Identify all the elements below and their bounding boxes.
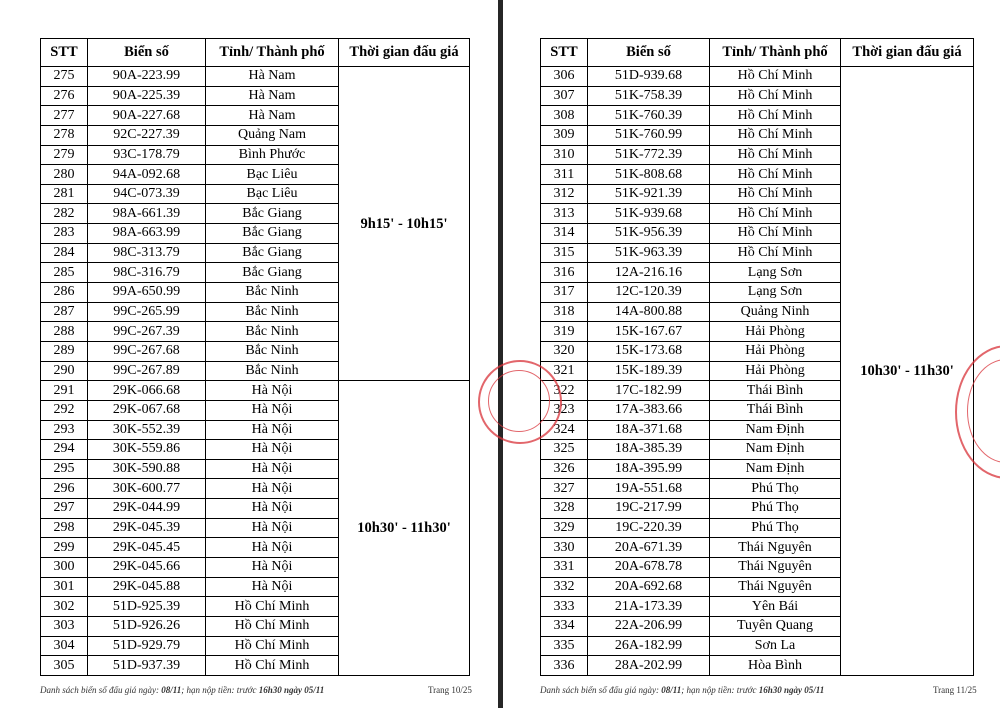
row-stt: 298	[41, 518, 88, 538]
row-province: Hồ Chí Minh	[710, 86, 841, 106]
row-stt: 300	[41, 558, 88, 578]
row-province: Hà Nội	[206, 499, 339, 519]
row-stt: 329	[541, 518, 588, 538]
row-province: Hải Phòng	[710, 322, 841, 342]
plate-table	[540, 38, 974, 676]
row-plate: 51D-929.79	[88, 636, 206, 656]
auction-time-cell: 10h30' - 11h30'	[841, 67, 974, 676]
row-province: Hải Phòng	[710, 361, 841, 381]
row-plate: 51K-760.39	[588, 106, 710, 126]
header-auction-time: Thời gian đấu giá	[841, 39, 974, 67]
row-plate: 29K-066.68	[88, 381, 206, 401]
row-plate: 98C-313.79	[88, 243, 206, 263]
row-plate: 18A-395.99	[588, 459, 710, 479]
row-plate: 90A-227.68	[88, 106, 206, 126]
row-plate: 17A-383.66	[588, 400, 710, 420]
row-stt: 279	[41, 145, 88, 165]
row-stt: 285	[41, 263, 88, 283]
row-province: Hà Nam	[206, 67, 339, 87]
row-plate: 99C-267.39	[88, 322, 206, 342]
row-plate: 99C-265.99	[88, 302, 206, 322]
row-stt: 292	[41, 400, 88, 420]
row-stt: 333	[541, 597, 588, 617]
row-province: Hồ Chí Minh	[206, 616, 339, 636]
row-province: Tuyên Quang	[710, 616, 841, 636]
row-province: Hà Nội	[206, 518, 339, 538]
row-plate: 99A-650.99	[88, 283, 206, 303]
header-auction-time: Thời gian đấu giá	[339, 39, 470, 67]
row-plate: 15K-173.68	[588, 341, 710, 361]
header-province: Tỉnh/ Thành phố	[710, 39, 841, 67]
row-plate: 90A-225.39	[88, 86, 206, 106]
row-stt: 324	[541, 420, 588, 440]
row-province: Hồ Chí Minh	[710, 184, 841, 204]
row-plate: 21A-173.39	[588, 597, 710, 617]
row-province: Hà Nội	[206, 479, 339, 499]
header-province: Tỉnh/ Thành phố	[206, 39, 339, 67]
header-stt: STT	[41, 39, 88, 67]
row-plate: 99C-267.68	[88, 341, 206, 361]
row-stt: 326	[541, 459, 588, 479]
row-province: Hồ Chí Minh	[710, 204, 841, 224]
row-plate: 51K-956.39	[588, 224, 710, 244]
row-plate: 51K-772.39	[588, 145, 710, 165]
auction-time-cell: 10h30' - 11h30'	[339, 381, 470, 676]
row-plate: 51K-963.39	[588, 243, 710, 263]
row-province: Bắc Ninh	[206, 341, 339, 361]
row-province: Phú Thọ	[710, 479, 841, 499]
row-plate: 93C-178.79	[88, 145, 206, 165]
row-plate: 30K-590.88	[88, 459, 206, 479]
row-stt: 317	[541, 283, 588, 303]
header-plate: Biển số	[88, 39, 206, 67]
row-plate: 19C-217.99	[588, 499, 710, 519]
row-plate: 51K-921.39	[588, 184, 710, 204]
row-province: Hồ Chí Minh	[710, 67, 841, 87]
row-province: Nam Định	[710, 420, 841, 440]
row-stt: 328	[541, 499, 588, 519]
row-stt: 282	[41, 204, 88, 224]
row-province: Thái Nguyên	[710, 577, 841, 597]
page-footer	[540, 685, 824, 695]
footer-deadline: 16h30 ngày 05/11	[258, 685, 325, 695]
row-province: Lạng Sơn	[710, 283, 841, 303]
row-stt: 275	[41, 67, 88, 87]
row-plate: 22A-206.99	[588, 616, 710, 636]
row-province: Hồ Chí Minh	[710, 125, 841, 145]
row-plate: 51D-937.39	[88, 656, 206, 676]
row-province: Bắc Ninh	[206, 302, 339, 322]
table-header-row	[541, 39, 974, 67]
page-number: Trang 10/25	[428, 685, 472, 695]
table-row	[41, 67, 470, 87]
row-plate: 51D-925.39	[88, 597, 206, 617]
row-province: Hà Nam	[206, 106, 339, 126]
row-plate: 30K-552.39	[88, 420, 206, 440]
row-province: Hà Nam	[206, 86, 339, 106]
row-province: Hà Nội	[206, 538, 339, 558]
row-stt: 319	[541, 322, 588, 342]
plate-table-body	[541, 67, 974, 676]
row-stt: 316	[541, 263, 588, 283]
row-province: Hà Nội	[206, 420, 339, 440]
row-stt: 309	[541, 125, 588, 145]
row-stt: 320	[541, 341, 588, 361]
row-stt: 312	[541, 184, 588, 204]
row-stt: 299	[41, 538, 88, 558]
footer-middle: ; hạn nộp tiền: trước	[681, 685, 757, 695]
row-stt: 335	[541, 636, 588, 656]
row-plate: 51K-939.68	[588, 204, 710, 224]
page-number: Trang 11/25	[933, 685, 977, 695]
row-plate: 12A-216.16	[588, 263, 710, 283]
row-plate: 98A-661.39	[88, 204, 206, 224]
row-plate: 51K-758.39	[588, 86, 710, 106]
row-province: Thái Nguyên	[710, 558, 841, 578]
row-stt: 310	[541, 145, 588, 165]
row-stt: 315	[541, 243, 588, 263]
row-plate: 98C-316.79	[88, 263, 206, 283]
row-province: Hồ Chí Minh	[206, 597, 339, 617]
row-stt: 277	[41, 106, 88, 126]
row-stt: 295	[41, 459, 88, 479]
row-province: Bạc Liêu	[206, 165, 339, 185]
row-stt: 331	[541, 558, 588, 578]
row-province: Thái Bình	[710, 400, 841, 420]
page-footer	[40, 685, 324, 695]
row-province: Hồ Chí Minh	[710, 106, 841, 126]
row-province: Hồ Chí Minh	[206, 636, 339, 656]
row-province: Hồ Chí Minh	[710, 243, 841, 263]
footer-date: 08/11	[661, 685, 682, 695]
row-province: Bắc Ninh	[206, 361, 339, 381]
document-page-right	[503, 0, 1000, 708]
row-plate: 51K-760.99	[588, 125, 710, 145]
row-plate: 98A-663.99	[88, 224, 206, 244]
footer-middle: ; hạn nộp tiền: trước	[181, 685, 257, 695]
row-province: Bắc Giang	[206, 204, 339, 224]
row-plate: 29K-045.66	[88, 558, 206, 578]
red-seal-stamp	[478, 360, 562, 444]
row-province: Hồ Chí Minh	[710, 165, 841, 185]
row-province: Hồ Chí Minh	[206, 656, 339, 676]
row-plate: 99C-267.89	[88, 361, 206, 381]
footer-prefix: Danh sách biển số đấu giá ngày:	[40, 685, 159, 695]
row-province: Hà Nội	[206, 577, 339, 597]
plate-table	[40, 38, 470, 676]
row-stt: 289	[41, 341, 88, 361]
row-province: Quảng Ninh	[710, 302, 841, 322]
row-province: Hải Phòng	[710, 341, 841, 361]
row-stt: 301	[41, 577, 88, 597]
row-province: Hà Nội	[206, 381, 339, 401]
row-province: Bắc Ninh	[206, 322, 339, 342]
row-stt: 283	[41, 224, 88, 244]
row-province: Phú Thọ	[710, 518, 841, 538]
row-province: Hồ Chí Minh	[710, 145, 841, 165]
row-province: Hà Nội	[206, 440, 339, 460]
row-province: Thái Nguyên	[710, 538, 841, 558]
row-stt: 294	[41, 440, 88, 460]
row-plate: 20A-671.39	[588, 538, 710, 558]
row-province: Nam Định	[710, 440, 841, 460]
row-plate: 30K-559.86	[88, 440, 206, 460]
row-plate: 15K-189.39	[588, 361, 710, 381]
row-stt: 323	[541, 400, 588, 420]
row-stt: 327	[541, 479, 588, 499]
row-stt: 305	[41, 656, 88, 676]
row-plate: 26A-182.99	[588, 636, 710, 656]
row-province: Hòa Bình	[710, 656, 841, 676]
row-plate: 29K-044.99	[88, 499, 206, 519]
row-province: Bình Phước	[206, 145, 339, 165]
auction-time-cell: 9h15' - 10h15'	[339, 67, 470, 381]
row-stt: 291	[41, 381, 88, 401]
row-province: Bắc Giang	[206, 263, 339, 283]
row-plate: 51K-808.68	[588, 165, 710, 185]
row-province: Thái Bình	[710, 381, 841, 401]
row-province: Sơn La	[710, 636, 841, 656]
row-plate: 30K-600.77	[88, 479, 206, 499]
row-province: Phú Thọ	[710, 499, 841, 519]
row-province: Bắc Ninh	[206, 283, 339, 303]
row-stt: 286	[41, 283, 88, 303]
row-stt: 307	[541, 86, 588, 106]
row-plate: 29K-045.45	[88, 538, 206, 558]
row-stt: 293	[41, 420, 88, 440]
header-plate: Biển số	[588, 39, 710, 67]
row-stt: 304	[41, 636, 88, 656]
row-plate: 19C-220.39	[588, 518, 710, 538]
row-plate: 29K-045.88	[88, 577, 206, 597]
row-stt: 281	[41, 184, 88, 204]
row-stt: 276	[41, 86, 88, 106]
row-stt: 336	[541, 656, 588, 676]
row-plate: 18A-385.39	[588, 440, 710, 460]
row-stt: 313	[541, 204, 588, 224]
row-stt: 302	[41, 597, 88, 617]
row-stt: 303	[41, 616, 88, 636]
row-province: Hồ Chí Minh	[710, 224, 841, 244]
row-stt: 284	[41, 243, 88, 263]
row-stt: 330	[541, 538, 588, 558]
row-stt: 322	[541, 381, 588, 401]
row-plate: 90A-223.99	[88, 67, 206, 87]
row-province: Bạc Liêu	[206, 184, 339, 204]
row-province: Hà Nội	[206, 459, 339, 479]
table-header-row	[41, 39, 470, 67]
row-stt: 318	[541, 302, 588, 322]
table-row	[41, 381, 470, 401]
row-stt: 332	[541, 577, 588, 597]
row-plate: 19A-551.68	[588, 479, 710, 499]
row-province: Lạng Sơn	[710, 263, 841, 283]
row-stt: 280	[41, 165, 88, 185]
row-plate: 12C-120.39	[588, 283, 710, 303]
row-province: Quảng Nam	[206, 125, 339, 145]
row-stt: 334	[541, 616, 588, 636]
document-page-left	[0, 0, 498, 708]
row-plate: 92C-227.39	[88, 125, 206, 145]
row-plate: 28A-202.99	[588, 656, 710, 676]
row-stt: 288	[41, 322, 88, 342]
row-stt: 311	[541, 165, 588, 185]
row-stt: 325	[541, 440, 588, 460]
row-province: Bắc Giang	[206, 224, 339, 244]
row-province: Hà Nội	[206, 400, 339, 420]
footer-date: 08/11	[161, 685, 182, 695]
footer-prefix: Danh sách biển số đấu giá ngày:	[540, 685, 659, 695]
row-province: Hà Nội	[206, 558, 339, 578]
row-stt: 278	[41, 125, 88, 145]
row-province: Bắc Giang	[206, 243, 339, 263]
row-plate: 18A-371.68	[588, 420, 710, 440]
row-stt: 306	[541, 67, 588, 87]
row-stt: 290	[41, 361, 88, 381]
plate-table-body	[41, 67, 470, 676]
table-row	[541, 67, 974, 87]
row-plate: 29K-067.68	[88, 400, 206, 420]
row-stt: 297	[41, 499, 88, 519]
row-plate: 14A-800.88	[588, 302, 710, 322]
row-plate: 51D-939.68	[588, 67, 710, 87]
row-stt: 314	[541, 224, 588, 244]
row-stt: 308	[541, 106, 588, 126]
row-stt: 296	[41, 479, 88, 499]
row-stt: 321	[541, 361, 588, 381]
row-plate: 29K-045.39	[88, 518, 206, 538]
header-stt: STT	[541, 39, 588, 67]
row-plate: 94A-092.68	[88, 165, 206, 185]
row-plate: 94C-073.39	[88, 184, 206, 204]
row-plate: 20A-678.78	[588, 558, 710, 578]
row-plate: 20A-692.68	[588, 577, 710, 597]
row-plate: 15K-167.67	[588, 322, 710, 342]
footer-deadline: 16h30 ngày 05/11	[758, 685, 825, 695]
row-plate: 17C-182.99	[588, 381, 710, 401]
row-province: Yên Bái	[710, 597, 841, 617]
row-stt: 287	[41, 302, 88, 322]
row-province: Nam Định	[710, 459, 841, 479]
row-plate: 51D-926.26	[88, 616, 206, 636]
